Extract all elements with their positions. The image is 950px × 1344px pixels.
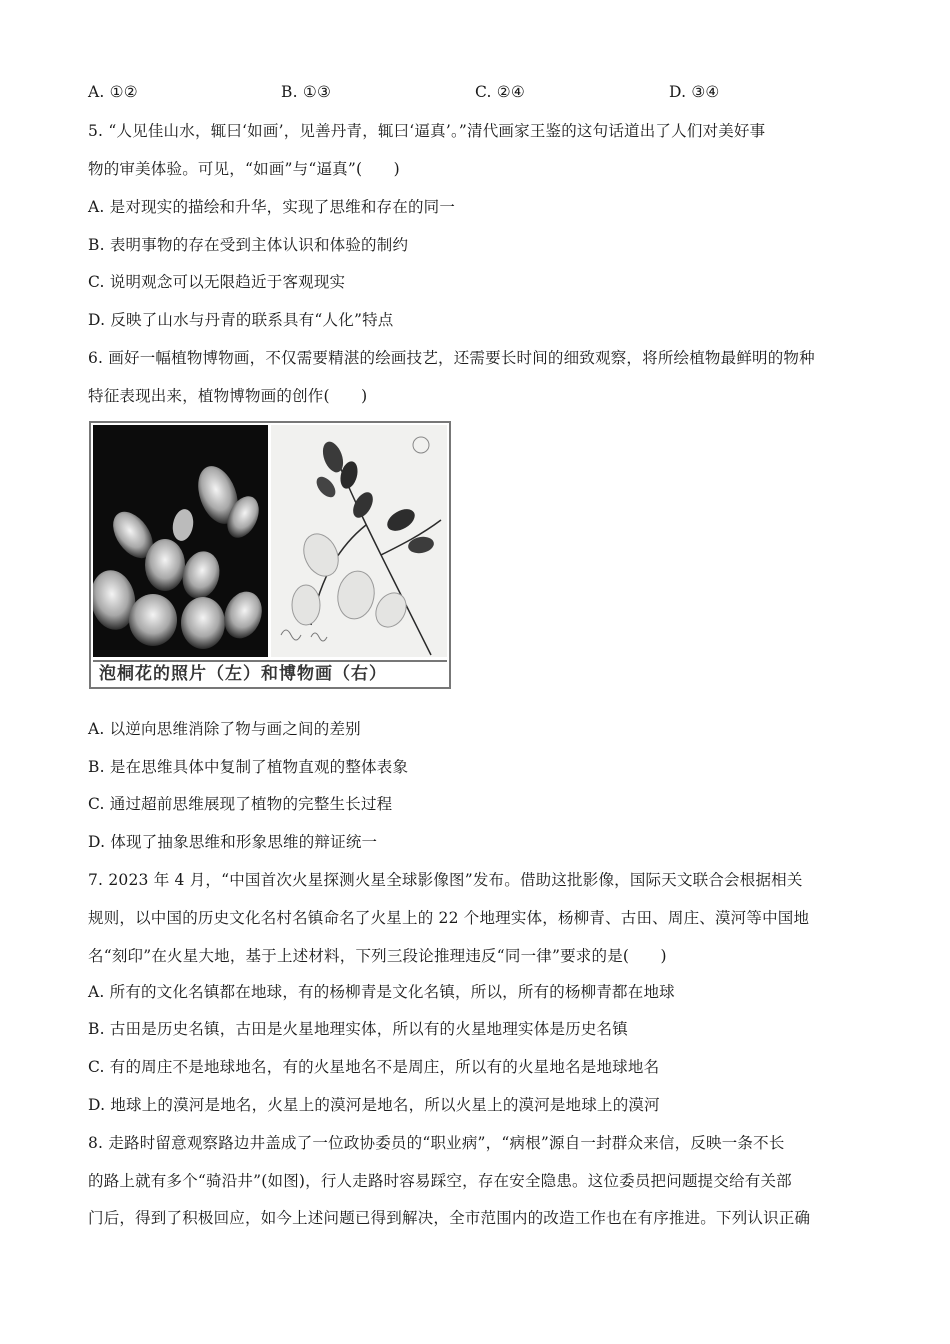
q6-stem-line-1: 6. 画好一幅植物博物画，不仅需要精湛的绘画技艺，还需要长时间的细致观察，将所绘植物最鲜明的物种 <box>88 349 815 367</box>
q6-option-b[interactable]: B. 是在思维具体中复制了植物直观的整体表象 <box>88 758 409 776</box>
q8-stem-line-1: 8. 走路时留意观察路边井盖成了一位政协委员的“职业病”，“病根”源自一封群众来信，反映一条不长 <box>88 1134 785 1152</box>
q7-stem-line-3: 名“刻印”在火星大地，基于上述材料，下列三段论推理违反“同一律”要求的是( ) <box>88 947 667 965</box>
q5-stem-line-1: 5. “人见佳山水，辄曰‘如画’，见善丹青，辄曰‘逼真’。”清代画家王鉴的这句话道出了人们对美好事 <box>88 122 766 140</box>
q4-option-c[interactable]: C. ②④ <box>475 83 525 101</box>
q6-stem-line-2: 特征表现出来，植物博物画的创作( ) <box>88 387 368 405</box>
q7-option-d[interactable]: D. 地球上的漠河是地名，火星上的漠河是地名，所以火星上的漠河是地球上的漠河 <box>88 1096 660 1114</box>
paulownia-photo <box>93 425 268 657</box>
q7-stem-line-1: 7. 2023 年 4 月，“中国首次火星探测火星全球影像图”发布。借助这批影像，国际天文联合会根据相关 <box>88 871 803 889</box>
q7-option-a[interactable]: A. 所有的文化名镇都在地球，有的杨柳青是文化名镇，所以，所有的杨柳青都在地球 <box>88 983 675 1001</box>
figure-caption: 泡桐花的照片（左）和博物画（右） <box>93 660 447 685</box>
q4-option-a[interactable]: A. ①② <box>88 83 138 101</box>
q4-options-row <box>0 83 950 105</box>
q5-option-b[interactable]: B. 表明事物的存在受到主体认识和体验的制约 <box>88 236 409 254</box>
paulownia-figure <box>89 421 451 689</box>
q5-option-a[interactable]: A. 是对现实的描绘和升华，实现了思维和存在的同一 <box>88 198 456 216</box>
q5-option-c[interactable]: C. 说明观念可以无限趋近于客观现实 <box>88 273 346 291</box>
q7-stem-line-2: 规则，以中国的历史文化名村名镇命名了火星上的 22 个地理实体，杨柳青、古田、周庄、漠河等中国地 <box>88 909 810 927</box>
q6-option-a[interactable]: A. 以逆向思维消除了物与画之间的差别 <box>88 720 361 738</box>
q5-stem-line-2: 物的审美体验。可见，“如画”与“逼真”( ) <box>88 160 400 178</box>
q4-option-d[interactable]: D. ③④ <box>669 83 720 101</box>
q7-option-b[interactable]: B. 古田是历史名镇，古田是火星地理实体，所以有的火星地理实体是历史名镇 <box>88 1020 628 1038</box>
q6-option-c[interactable]: C. 通过超前思维展现了植物的完整生长过程 <box>88 795 393 813</box>
paulownia-botanical-painting <box>271 425 447 657</box>
q5-option-d[interactable]: D. 反映了山水与丹青的联系具有“人化”特点 <box>88 311 394 329</box>
q8-stem-line-3: 门后，得到了积极回应，如今上述问题已得到解决，全市范围内的改造工作也在有序推进。下列认识正确 <box>88 1209 811 1227</box>
q8-stem-line-2: 的路上就有多个“骑沿井”(如图)，行人走路时容易踩空，存在安全隐患。这位委员把问题提交给有关部 <box>88 1172 792 1190</box>
q4-option-b[interactable]: B. ①③ <box>281 83 332 101</box>
q7-option-c[interactable]: C. 有的周庄不是地球地名，有的火星地名不是周庄，所以有的火星地名是地球地名 <box>88 1058 660 1076</box>
q6-option-d[interactable]: D. 体现了抽象思维和形象思维的辩证统一 <box>88 833 378 851</box>
